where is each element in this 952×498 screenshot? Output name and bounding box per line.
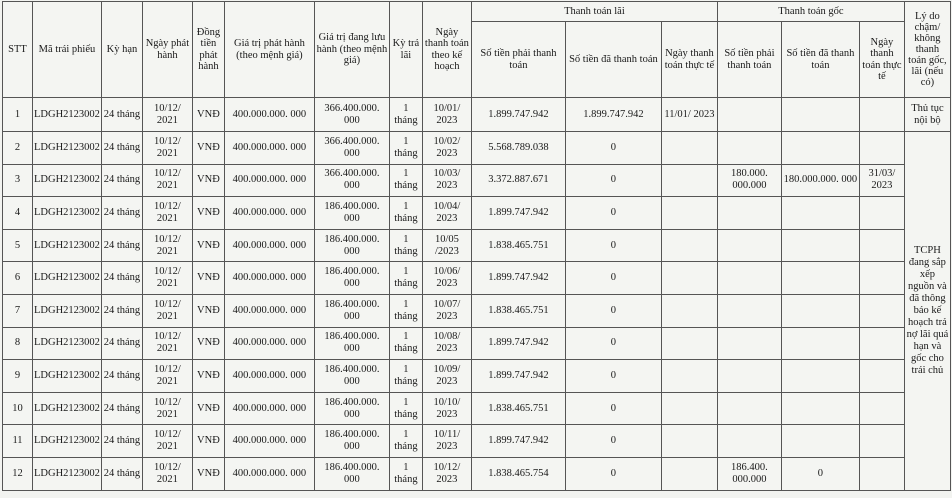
principal-due-cell — [717, 262, 781, 295]
currency-cell: VNĐ — [192, 294, 224, 327]
term-cell: 24 tháng — [101, 98, 142, 132]
interest-due-cell: 5.568.789.038 — [471, 132, 565, 165]
stt-cell: 11 — [3, 425, 33, 458]
currency-cell: VNĐ — [192, 197, 224, 230]
interest-due-cell: 1.899.747.942 — [471, 197, 565, 230]
outstanding-cell: 186.400.000. 000 — [314, 360, 389, 393]
header-principal-paid: Số tiền đã thanh toán — [781, 22, 859, 98]
header-currency: Đồng tiền phát hành — [192, 2, 224, 98]
outstanding-cell: 186.400.000. 000 — [314, 262, 389, 295]
table-row — [3, 197, 951, 230]
interest-actual-date-cell — [661, 197, 717, 230]
face-value-cell: 400.000.000. 000 — [224, 164, 314, 197]
scheduled-date-cell: 10/01/ 2023 — [422, 98, 471, 132]
principal-actual-date-cell — [859, 360, 904, 393]
interest-actual-date-cell — [661, 294, 717, 327]
header-face-value: Giá trị phát hành (theo mệnh giá) — [224, 2, 314, 98]
payment-period-cell: 1 tháng — [389, 327, 422, 360]
interest-actual-date-cell — [661, 132, 717, 165]
principal-paid-cell — [781, 132, 859, 165]
term-cell: 24 tháng — [101, 327, 142, 360]
bond-code-cell: LDGH2123002 — [33, 229, 102, 262]
table-row — [3, 327, 951, 360]
principal-actual-date-cell — [859, 98, 904, 132]
issue-date-cell: 10/12/ 2021 — [142, 327, 192, 360]
interest-actual-date-cell — [661, 262, 717, 295]
table-row — [3, 164, 951, 197]
header-principal-group: Thanh toán gốc — [717, 2, 904, 22]
term-cell: 24 tháng — [101, 457, 142, 490]
principal-due-cell — [717, 327, 781, 360]
currency-cell: VNĐ — [192, 98, 224, 132]
stt-cell: 7 — [3, 294, 33, 327]
interest-paid-cell: 0 — [565, 425, 661, 458]
document-page — [2, 1, 951, 491]
bond-code-cell: LDGH2123002 — [33, 197, 102, 230]
term-cell: 24 tháng — [101, 229, 142, 262]
interest-due-cell: 3.372.887.671 — [471, 164, 565, 197]
principal-actual-date-cell — [859, 132, 904, 165]
header-payment-period: Kỳ trả lãi — [389, 2, 422, 98]
face-value-cell: 400.000.000. 000 — [224, 229, 314, 262]
principal-due-cell — [717, 392, 781, 425]
interest-paid-cell: 0 — [565, 197, 661, 230]
principal-paid-cell — [781, 327, 859, 360]
scheduled-date-cell: 10/10/ 2023 — [422, 392, 471, 425]
scheduled-date-cell: 10/05 /2023 — [422, 229, 471, 262]
outstanding-cell: 186.400.000. 000 — [314, 294, 389, 327]
scheduled-date-cell: 10/09/ 2023 — [422, 360, 471, 393]
currency-cell: VNĐ — [192, 360, 224, 393]
payment-period-cell: 1 tháng — [389, 262, 422, 295]
interest-paid-cell: 0 — [565, 327, 661, 360]
principal-due-cell — [717, 294, 781, 327]
outstanding-cell: 186.400.000. 000 — [314, 392, 389, 425]
interest-actual-date-cell: 11/01/ 2023 — [661, 98, 717, 132]
interest-due-cell: 1.899.747.942 — [471, 327, 565, 360]
term-cell: 24 tháng — [101, 197, 142, 230]
principal-due-cell — [717, 229, 781, 262]
term-cell: 24 tháng — [101, 164, 142, 197]
issue-date-cell: 10/12/ 2021 — [142, 262, 192, 295]
header-bond-code: Mã trái phiếu — [33, 2, 102, 98]
interest-actual-date-cell — [661, 229, 717, 262]
principal-due-cell: 186.400. 000.000 — [717, 457, 781, 490]
outstanding-cell: 186.400.000. 000 — [314, 197, 389, 230]
interest-due-cell: 1.838.465.751 — [471, 392, 565, 425]
face-value-cell: 400.000.000. 000 — [224, 457, 314, 490]
term-cell: 24 tháng — [101, 392, 142, 425]
face-value-cell: 400.000.000. 000 — [224, 360, 314, 393]
header-interest-paid: Số tiền đã thanh toán — [565, 22, 661, 98]
bond-code-cell: LDGH2123002 — [33, 392, 102, 425]
issue-date-cell: 10/12/ 2021 — [142, 197, 192, 230]
bond-code-cell: LDGH2123002 — [33, 262, 102, 295]
payment-period-cell: 1 tháng — [389, 132, 422, 165]
reason-cell-row1: Thủ tục nội bộ — [904, 98, 950, 132]
interest-paid-cell: 0 — [565, 229, 661, 262]
scheduled-date-cell: 10/06/ 2023 — [422, 262, 471, 295]
principal-paid-cell — [781, 360, 859, 393]
interest-actual-date-cell — [661, 425, 717, 458]
table-row — [3, 425, 951, 458]
bond-code-cell: LDGH2123002 — [33, 98, 102, 132]
face-value-cell: 400.000.000. 000 — [224, 197, 314, 230]
interest-due-cell: 1.838.465.751 — [471, 229, 565, 262]
interest-due-cell: 1.899.747.942 — [471, 425, 565, 458]
interest-actual-date-cell — [661, 457, 717, 490]
principal-paid-cell — [781, 229, 859, 262]
interest-paid-cell: 0 — [565, 164, 661, 197]
scheduled-date-cell: 10/03/ 2023 — [422, 164, 471, 197]
principal-due-cell — [717, 132, 781, 165]
principal-due-cell: 180.000. 000.000 — [717, 164, 781, 197]
principal-actual-date-cell — [859, 197, 904, 230]
interest-due-cell: 1.899.747.942 — [471, 262, 565, 295]
principal-paid-cell — [781, 262, 859, 295]
header-principal-actual-date: Ngày thanh toán thực tế — [859, 22, 904, 98]
interest-paid-cell: 0 — [565, 360, 661, 393]
principal-paid-cell — [781, 197, 859, 230]
currency-cell: VNĐ — [192, 262, 224, 295]
table-body — [3, 98, 951, 491]
interest-actual-date-cell — [661, 392, 717, 425]
interest-paid-cell: 0 — [565, 457, 661, 490]
stt-cell: 8 — [3, 327, 33, 360]
principal-actual-date-cell: 31/03/ 2023 — [859, 164, 904, 197]
table-row — [3, 262, 951, 295]
principal-due-cell — [717, 360, 781, 393]
principal-actual-date-cell — [859, 457, 904, 490]
table-row — [3, 392, 951, 425]
table-row — [3, 132, 951, 165]
principal-paid-cell: 0 — [781, 457, 859, 490]
outstanding-cell: 366.400.000. 000 — [314, 132, 389, 165]
stt-cell: 10 — [3, 392, 33, 425]
payment-period-cell: 1 tháng — [389, 197, 422, 230]
payment-period-cell: 1 tháng — [389, 294, 422, 327]
payment-period-cell: 1 tháng — [389, 425, 422, 458]
principal-paid-cell — [781, 425, 859, 458]
principal-actual-date-cell — [859, 327, 904, 360]
face-value-cell: 400.000.000. 000 — [224, 98, 314, 132]
header-stt: STT — [3, 2, 33, 98]
bond-code-cell: LDGH2123002 — [33, 327, 102, 360]
interest-due-cell: 1.838.465.751 — [471, 294, 565, 327]
principal-actual-date-cell — [859, 294, 904, 327]
principal-actual-date-cell — [859, 425, 904, 458]
face-value-cell: 400.000.000. 000 — [224, 425, 314, 458]
face-value-cell: 400.000.000. 000 — [224, 132, 314, 165]
term-cell: 24 tháng — [101, 294, 142, 327]
payment-period-cell: 1 tháng — [389, 360, 422, 393]
interest-actual-date-cell — [661, 164, 717, 197]
reason-cell-merged: TCPH đang sắp xếp nguồn và đã thông báo kế hoạch trả nợ lãi quá hạn và gốc cho trái chủ — [904, 132, 950, 491]
header-issue-date: Ngày phát hành — [142, 2, 192, 98]
issue-date-cell: 10/12/ 2021 — [142, 164, 192, 197]
interest-due-cell: 1.899.747.942 — [471, 360, 565, 393]
payment-period-cell: 1 tháng — [389, 392, 422, 425]
stt-cell: 1 — [3, 98, 33, 132]
issue-date-cell: 10/12/ 2021 — [142, 457, 192, 490]
principal-due-cell — [717, 98, 781, 132]
bond-code-cell: LDGH2123002 — [33, 294, 102, 327]
principal-due-cell — [717, 425, 781, 458]
table-row — [3, 294, 951, 327]
scheduled-date-cell: 10/07/ 2023 — [422, 294, 471, 327]
interest-paid-cell: 0 — [565, 262, 661, 295]
principal-paid-cell — [781, 294, 859, 327]
interest-actual-date-cell — [661, 360, 717, 393]
currency-cell: VNĐ — [192, 164, 224, 197]
scheduled-date-cell: 10/08/ 2023 — [422, 327, 471, 360]
stt-cell: 3 — [3, 164, 33, 197]
payment-period-cell: 1 tháng — [389, 457, 422, 490]
principal-actual-date-cell — [859, 392, 904, 425]
term-cell: 24 tháng — [101, 262, 142, 295]
issue-date-cell: 10/12/ 2021 — [142, 294, 192, 327]
principal-paid-cell — [781, 98, 859, 132]
interest-due-cell: 1.838.465.754 — [471, 457, 565, 490]
bond-payment-table — [2, 1, 951, 491]
stt-cell: 5 — [3, 229, 33, 262]
issue-date-cell: 10/12/ 2021 — [142, 132, 192, 165]
table-row — [3, 229, 951, 262]
term-cell: 24 tháng — [101, 132, 142, 165]
issue-date-cell: 10/12/ 2021 — [142, 392, 192, 425]
principal-paid-cell: 180.000.000. 000 — [781, 164, 859, 197]
interest-due-cell: 1.899.747.942 — [471, 98, 565, 132]
outstanding-cell: 186.400.000. 000 — [314, 457, 389, 490]
bond-code-cell: LDGH2123002 — [33, 425, 102, 458]
currency-cell: VNĐ — [192, 327, 224, 360]
header-interest-actual-date: Ngày thanh toán thực tế — [661, 22, 717, 98]
payment-period-cell: 1 tháng — [389, 229, 422, 262]
interest-paid-cell: 0 — [565, 132, 661, 165]
header-scheduled-date: Ngày thanh toán theo kế hoạch — [422, 2, 471, 98]
face-value-cell: 400.000.000. 000 — [224, 262, 314, 295]
term-cell: 24 tháng — [101, 360, 142, 393]
header-reason: Lý do chậm/ không thanh toán gốc, lãi (nếu có) — [904, 2, 950, 98]
outstanding-cell: 366.400.000. 000 — [314, 164, 389, 197]
outstanding-cell: 366.400.000. 000 — [314, 98, 389, 132]
principal-due-cell — [717, 197, 781, 230]
header-interest-group: Thanh toán lãi — [471, 2, 717, 22]
currency-cell: VNĐ — [192, 132, 224, 165]
face-value-cell: 400.000.000. 000 — [224, 392, 314, 425]
scheduled-date-cell: 10/11/ 2023 — [422, 425, 471, 458]
payment-period-cell: 1 tháng — [389, 164, 422, 197]
table-row — [3, 98, 951, 132]
header-interest-due: Số tiền phải thanh toán — [471, 22, 565, 98]
bond-code-cell: LDGH2123002 — [33, 164, 102, 197]
bond-code-cell: LDGH2123002 — [33, 457, 102, 490]
outstanding-cell: 186.400.000. 000 — [314, 425, 389, 458]
stt-cell: 2 — [3, 132, 33, 165]
stt-cell: 6 — [3, 262, 33, 295]
currency-cell: VNĐ — [192, 457, 224, 490]
header-term: Kỳ hạn — [101, 2, 142, 98]
issue-date-cell: 10/12/ 2021 — [142, 229, 192, 262]
issue-date-cell: 10/12/ 2021 — [142, 360, 192, 393]
payment-period-cell: 1 tháng — [389, 98, 422, 132]
issue-date-cell: 10/12/ 2021 — [142, 98, 192, 132]
principal-paid-cell — [781, 392, 859, 425]
term-cell: 24 tháng — [101, 425, 142, 458]
face-value-cell: 400.000.000. 000 — [224, 294, 314, 327]
stt-cell: 4 — [3, 197, 33, 230]
scheduled-date-cell: 10/04/ 2023 — [422, 197, 471, 230]
header-principal-due: Số tiền phải thanh toán — [717, 22, 781, 98]
table-row — [3, 457, 951, 490]
interest-paid-cell: 0 — [565, 392, 661, 425]
stt-cell: 12 — [3, 457, 33, 490]
currency-cell: VNĐ — [192, 229, 224, 262]
interest-actual-date-cell — [661, 327, 717, 360]
stt-cell: 9 — [3, 360, 33, 393]
principal-actual-date-cell — [859, 262, 904, 295]
bond-code-cell: LDGH2123002 — [33, 132, 102, 165]
face-value-cell: 400.000.000. 000 — [224, 327, 314, 360]
interest-paid-cell: 0 — [565, 294, 661, 327]
header-outstanding: Giá trị đang lưu hành (theo mệnh giá) — [314, 2, 389, 98]
bond-code-cell: LDGH2123002 — [33, 360, 102, 393]
principal-actual-date-cell — [859, 229, 904, 262]
outstanding-cell: 186.400.000. 000 — [314, 327, 389, 360]
scheduled-date-cell: 10/02/ 2023 — [422, 132, 471, 165]
issue-date-cell: 10/12/ 2021 — [142, 425, 192, 458]
currency-cell: VNĐ — [192, 392, 224, 425]
currency-cell: VNĐ — [192, 425, 224, 458]
interest-paid-cell: 1.899.747.942 — [565, 98, 661, 132]
outstanding-cell: 186.400.000. 000 — [314, 229, 389, 262]
table-row — [3, 360, 951, 393]
scheduled-date-cell: 10/12/ 2023 — [422, 457, 471, 490]
